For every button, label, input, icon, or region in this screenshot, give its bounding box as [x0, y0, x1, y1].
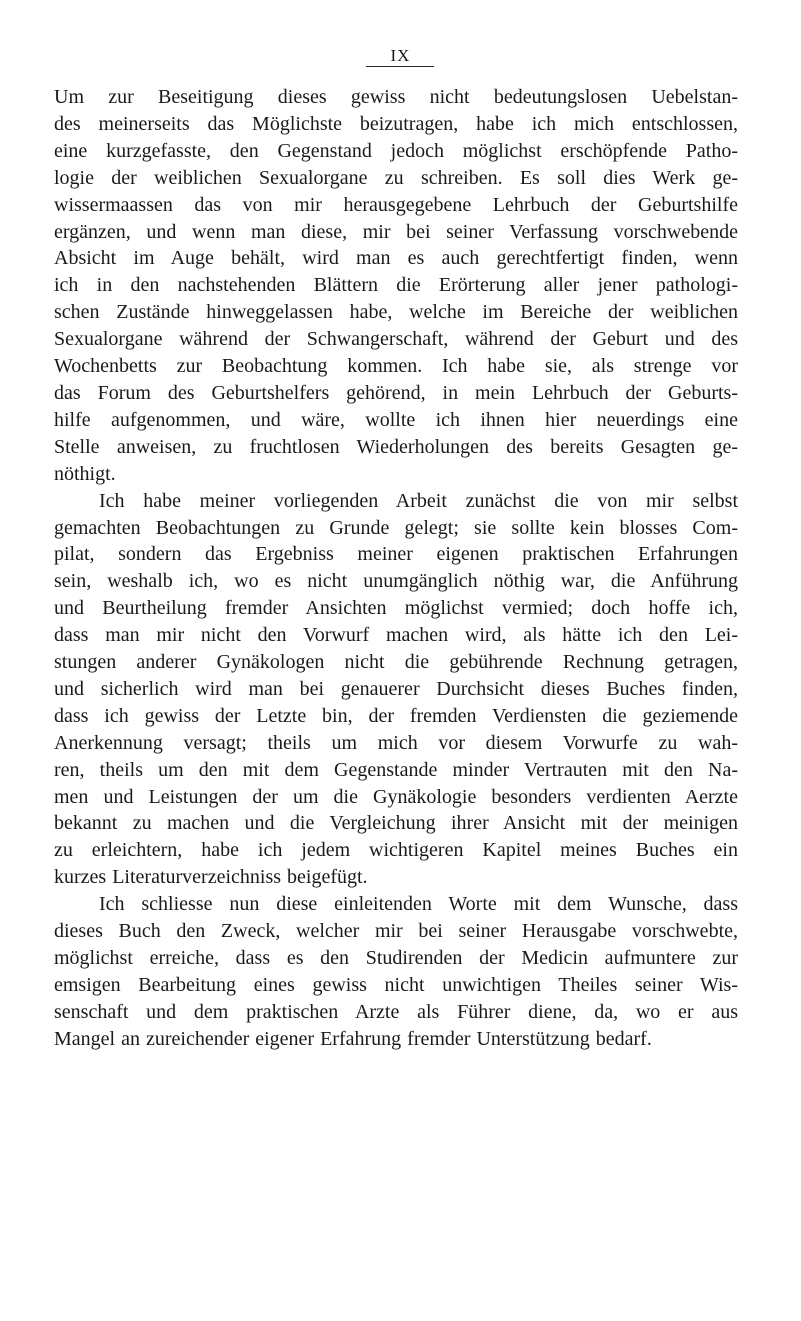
page-body	[54, 84, 738, 1053]
page-number-rule	[366, 66, 434, 67]
text-line: Stelle anweisen, zu fruchtlosen Wiederholungen des bereits Gesagten ge-	[54, 435, 738, 458]
text-line: das Forum des Geburtshelfers gehörend, in mein Lehrbuch der Geburts-	[54, 381, 738, 404]
text-line: ren, theils um den mit dem Gegenstande minder Vertrauten mit den Na-	[54, 758, 738, 781]
text-line: eine kurzgefasste, den Gegenstand jedoch möglichst erschöpfende Patho-	[54, 139, 738, 162]
text-line: Um zur Beseitigung dieses gewiss nicht bedeutungslosen Uebelstan-	[54, 86, 738, 108]
text-line: pilat, sondern das Ergebniss meiner eigenen praktischen Erfahrungen	[54, 543, 738, 566]
text-line: hilfe aufgenommen, und wäre, wollte ich ihnen hier neuerdings eine	[54, 408, 738, 431]
paragraph-1	[54, 84, 738, 488]
text-line: ergänzen, und wenn man diese, mir bei seiner Verfassung vorschwebende	[54, 220, 738, 243]
paragraph-2	[54, 488, 738, 892]
text-line: schen Zustände hinweggelassen habe, welche im Bereiche der weiblichen	[54, 301, 738, 324]
text-line: logie der weiblichen Sexualorgane zu schreiben. Es soll dies Werk ge-	[54, 166, 738, 189]
text-line: stungen anderer Gynäkologen nicht die gebührende Rechnung getragen,	[54, 651, 738, 674]
page-number: IX	[390, 46, 411, 65]
text-line: Absicht im Auge behält, wird man es auch gerechtfertigt finden, wenn	[54, 247, 738, 270]
text-line: und sicherlich wird man bei genauerer Durchsicht dieses Buches finden,	[54, 677, 738, 700]
text-line: dieses Buch den Zweck, welcher mir bei seiner Herausgabe vorschwebte,	[54, 920, 738, 943]
text-line: bekannt zu machen und die Vergleichung ihrer Ansicht mit der meinigen	[54, 812, 738, 835]
text-line: ich in den nachstehenden Blättern die Erörterung aller jener pathologi-	[54, 274, 738, 297]
text-line: gemachten Beobachtungen zu Grunde gelegt; sie sollte kein blosses Com-	[54, 516, 738, 539]
text-line: Ich schliesse nun diese einleitenden Worte mit dem Wunsche, dass	[99, 893, 738, 916]
text-line: kurzes Literaturverzeichniss beigefügt.	[54, 866, 368, 889]
text-line: men und Leistungen der um die Gynäkologie besonders verdienten Aerzte	[54, 785, 738, 808]
text-line: senschaft und dem praktischen Arzte als Führer diene, da, wo er aus	[54, 1000, 738, 1023]
text-line: Anerkennung versagt; theils um mich vor diesem Vorwurfe zu wah-	[54, 731, 738, 754]
text-line: zu erleichtern, habe ich jedem wichtigeren Kapitel meines Buches ein	[54, 839, 738, 862]
text-line: dass ich gewiss der Letzte bin, der fremden Verdiensten die geziemende	[54, 704, 738, 727]
text-line: wissermaassen das von mir herausgegebene Lehrbuch der Geburtshilfe	[54, 193, 738, 216]
text-line: möglichst erreiche, dass es den Studirenden der Medicin aufmuntere zur	[54, 947, 738, 969]
text-line: des meinerseits das Möglichste beizutragen, habe ich mich entschlossen,	[54, 112, 738, 135]
text-line: nöthigt.	[54, 462, 116, 485]
text-line: Sexualorgane während der Schwangerschaft, während der Geburt und des	[54, 328, 738, 351]
text-line: dass man mir nicht den Vorwurf machen wird, als hätte ich den Lei-	[54, 624, 738, 647]
text-line: Wochenbetts zur Beobachtung kommen. Ich habe sie, als strenge vor	[54, 355, 738, 378]
text-line: Mangel an zureichender eigener Erfahrung fremder Unterstützung bedarf.	[54, 1027, 652, 1050]
text-line: Ich habe meiner vorliegenden Arbeit zunächst die von mir selbst	[99, 489, 738, 512]
text-line: sein, weshalb ich, wo es nicht unumgänglich nöthig war, die Anführung	[54, 570, 738, 593]
text-line: und Beurtheilung fremder Ansichten möglichst vermied; doch hoffe ich,	[54, 597, 738, 620]
paragraph-3	[54, 891, 738, 1052]
text-line: emsigen Bearbeitung eines gewiss nicht unwichtigen Theiles seiner Wis-	[54, 973, 738, 996]
